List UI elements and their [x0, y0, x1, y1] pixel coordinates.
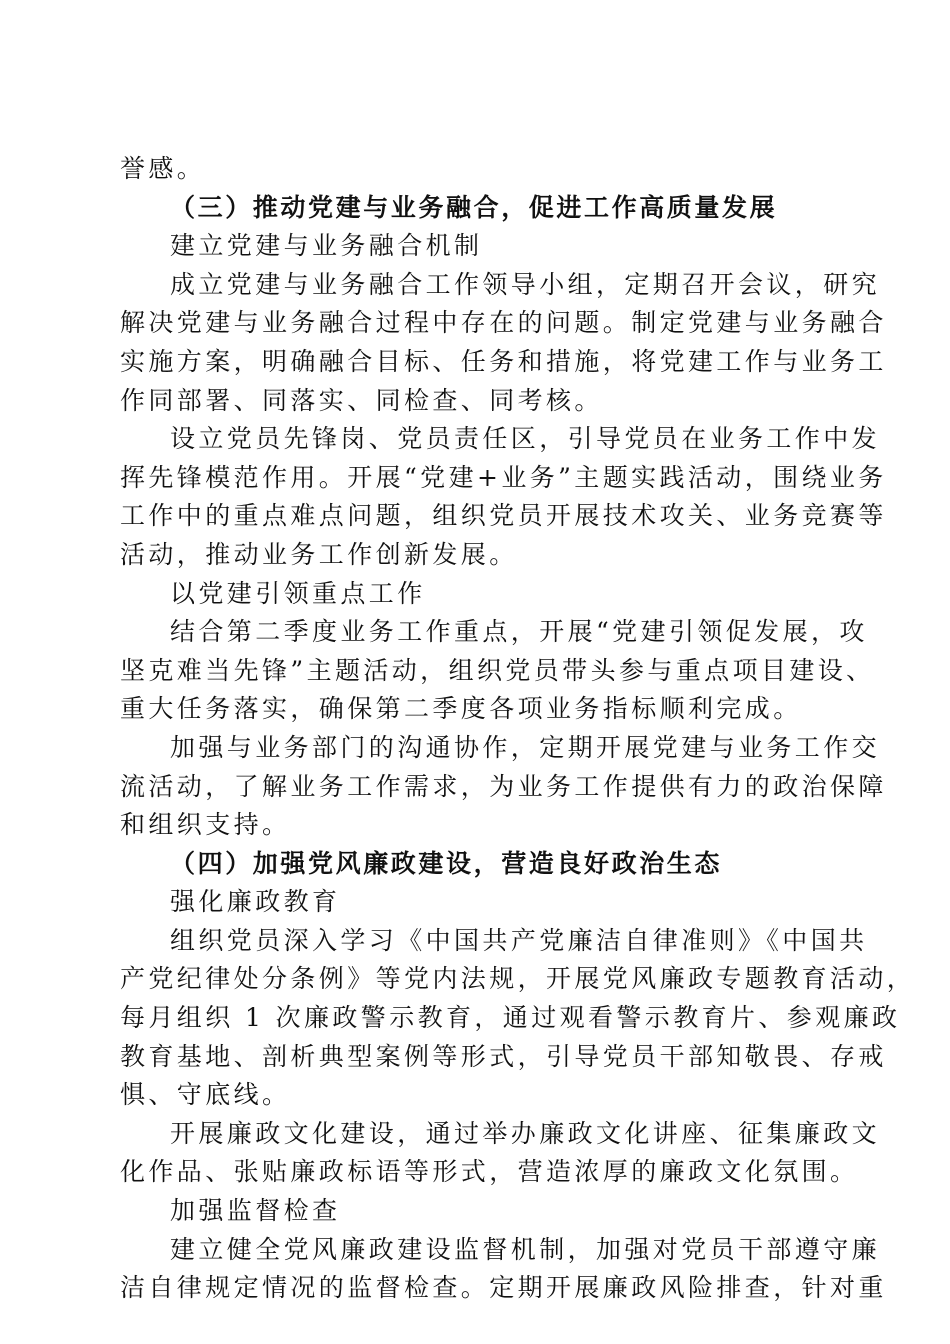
body-line: 实施方案，明确融合目标、任务和措施，将党建工作与业务工	[120, 346, 887, 376]
subheading-integrity-education: 强化廉政教育	[170, 887, 341, 917]
section-heading-3: （三）推动党建与业务融合，促进工作高质量发展	[170, 192, 778, 222]
paragraph-line: 开展廉政文化建设，通过举办廉政文化讲座、征集廉政文	[170, 1118, 881, 1148]
body-line: 和组织支持。	[120, 810, 291, 840]
paragraph-line: 建立健全党风廉政建设监督机制，加强对党员干部遵守廉	[170, 1234, 881, 1264]
body-line: 产党纪律处分条例》等党内法规，开展党风廉政专题教育活动，	[120, 964, 916, 994]
paragraph-line: 结合第二季度业务工作重点，开展“党建引领促发展，攻	[170, 617, 868, 647]
body-line: 解决党建与业务融合过程中存在的问题。制定党建与业务融合	[120, 308, 887, 338]
paragraph-line: 成立党建与业务融合工作领导小组，定期召开会议，研究	[170, 269, 881, 299]
body-line: 重大任务落实，确保第二季度各项业务指标顺利完成。	[120, 694, 802, 724]
subheading-key-work: 以党建引领重点工作	[170, 578, 426, 608]
body-line: 化作品、张贴廉政标语等形式，营造浓厚的廉政文化氛围。	[120, 1157, 859, 1187]
subheading-supervision: 加强监督检查	[170, 1196, 341, 1226]
subheading-integration-mechanism: 建立党建与业务融合机制	[170, 231, 483, 261]
body-line: 作同部署、同落实、同检查、同考核。	[120, 385, 603, 415]
body-line: 挥先锋模范作用。开展“党建+业务”主题实践活动，围绕业务	[120, 462, 887, 492]
body-line: 活动，推动业务工作创新发展。	[120, 539, 518, 569]
body-line: 每月组织 1 次廉政警示教育，通过观看警示教育片、参观廉政	[120, 1003, 901, 1033]
body-line: 坚克难当先锋”主题活动，组织党员带头参与重点项目建设、	[120, 655, 875, 685]
paragraph-line: 设立党员先锋岗、党员责任区，引导党员在业务工作中发	[170, 424, 881, 454]
body-line: 洁自律规定情况的监督检查。定期开展廉政风险排查，针对重	[120, 1273, 887, 1303]
body-line: 工作中的重点难点问题，组织党员开展技术攻关、业务竞赛等	[120, 501, 887, 531]
body-line: 誉感。	[120, 154, 206, 183]
body-line: 惧、守底线。	[120, 1080, 291, 1110]
section-heading-4: （四）加强党风廉政建设，营造良好政治生态	[170, 848, 723, 878]
paragraph-line: 加强与业务部门的沟通协作，定期开展党建与业务工作交	[170, 732, 881, 762]
paragraph-line: 组织党员深入学习《中国共产党廉洁自律准则》《中国共	[170, 925, 868, 955]
document-body	[120, 150, 916, 1308]
body-line: 流活动，了解业务工作需求，为业务工作提供有力的政治保障	[120, 771, 887, 801]
body-line: 教育基地、剖析典型案例等形式，引导党员干部知敬畏、存戒	[120, 1041, 887, 1071]
